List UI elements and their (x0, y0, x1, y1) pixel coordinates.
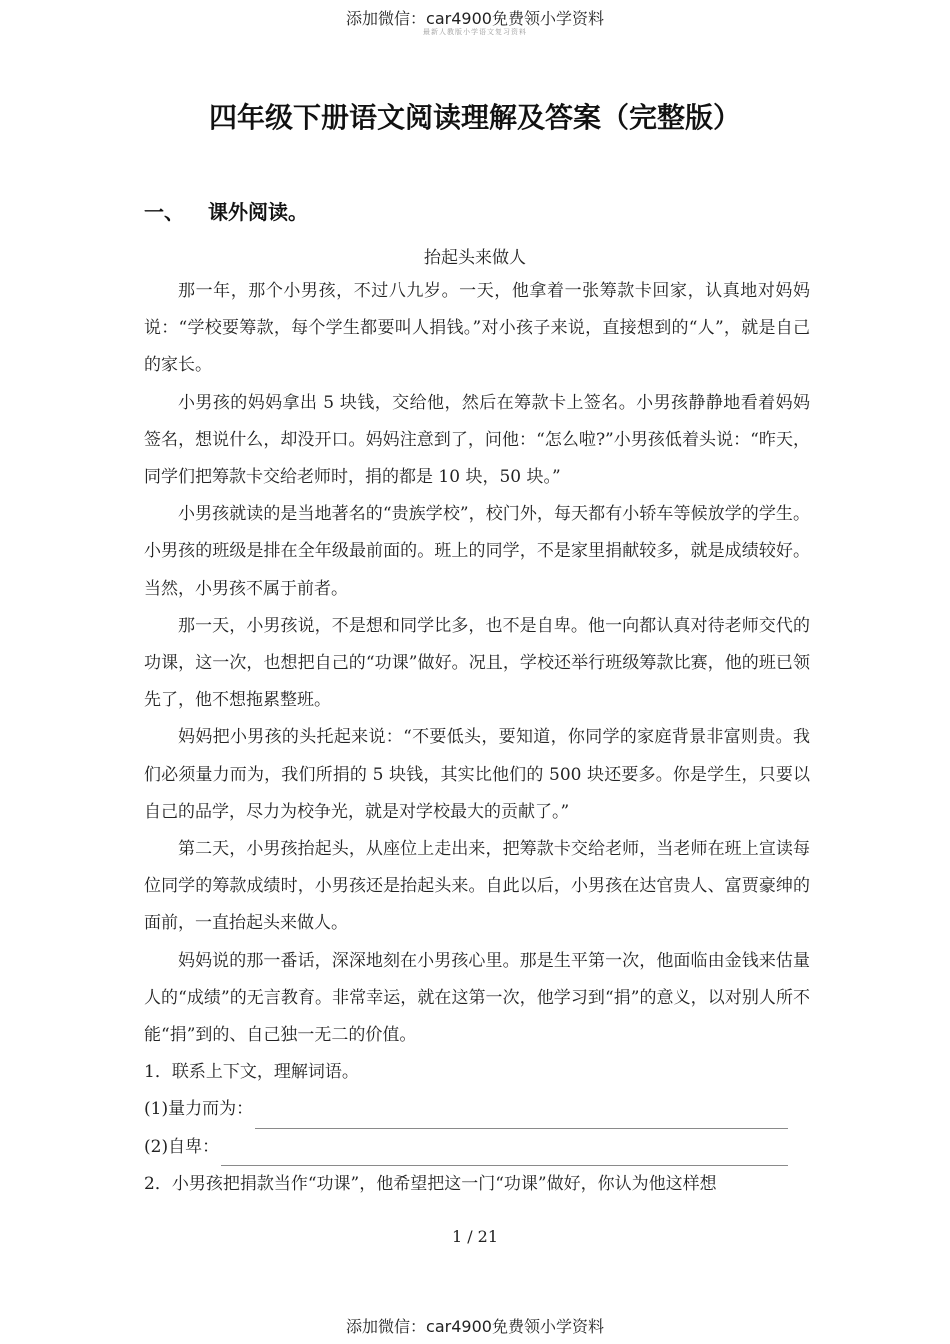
question-1b (144, 1129, 810, 1166)
document-title: 四年级下册语文阅读理解及答案（完整版） (208, 101, 741, 134)
paragraph-6: 第二天，小男孩抬起头，从座位上走出来，把筹款卡交给老师，当老师在班上宣读每位同学的筹款成绩时，小男孩还是抬起头来。自此以后，小男孩在达官贵人、富贾豪绅的面前，一直抬起头来做人。 (144, 839, 810, 934)
question-1a-label: (1)量力而为： (144, 1099, 254, 1120)
watermark-top: 添加微信：car4900免费领小学资料 (346, 9, 604, 28)
answer-blank-1a[interactable] (255, 1102, 788, 1129)
section-heading-text: 课外阅读。 (208, 200, 308, 224)
question-1a (144, 1091, 810, 1128)
question-1b-label: (2)自卑： (144, 1136, 220, 1157)
paragraph-2: 小男孩的妈妈拿出 5 块钱，交给他，然后在筹款卡上签名。小男孩静静地看着妈妈签名，想说什么，却没开口。妈妈注意到了，问他：“怎么啦?”小男孩低着头说：“昨天，同学们把筹款卡交给老师时，捐的都是 10 块，50 块。” (144, 392, 810, 488)
page-number: 1 / 21 (451, 1227, 499, 1246)
article-body (144, 273, 810, 1203)
article-title: 抬起头来做人 (424, 248, 526, 268)
question-1: 1．联系上下文，理解词语。 (144, 1062, 359, 1083)
paragraph-1: 那一年，那个小男孩，不过八九岁。一天，他拿着一张筹款卡回家，认真地对妈妈说：“学校要筹款，每个学生都要叫人捐钱。”对小孩子来说，直接想到的“人”，就是自己的家长。 (144, 281, 810, 376)
paragraph-4: 那一天，小男孩说，不是想和同学比多，也不是自卑。他一向都认真对待老师交代的功课，这一次，也想把自己的“功课”做好。况且，学校还举行班级筹款比赛，他的班已领先了，他不想拖累整班。 (144, 615, 810, 711)
watermark-bottom: 添加微信：car4900免费领小学资料 (346, 1317, 604, 1336)
answer-blank-1b[interactable] (221, 1139, 788, 1166)
section-number: 一、 (144, 200, 184, 224)
paragraph-3: 小男孩就读的是当地著名的“贵族学校”，校门外，每天都有小轿车等候放学的学生。小男孩的班级是排在全年级最前面的。班上的同学，不是家里捐献较多，就是成绩较好。当然，小男孩不属于前者。 (144, 504, 810, 599)
header-note: 最新人教版小学语文复习资料 (423, 28, 527, 36)
question-2: 2．小男孩把捐款当作“功课”，他希望把这一门“功课”做好，你认为他这样想 (144, 1173, 717, 1194)
paragraph-7: 妈妈说的那一番话，深深地刻在小男孩心里。那是生平第一次，他面临由金钱来估量人的“成绩”的无言教育。非常幸运，就在这第一次，他学习到“捐”的意义，以对别人所不能“捐”到的、自己独一无二的价值。 (144, 950, 810, 1046)
paragraph-5: 妈妈把小男孩的头托起来说：“不要低头，要知道，你同学的家庭背景非富则贵。我们必须量力而为，我们所捐的 5 块钱，其实比他们的 500 块还要多。你是学生，只要以自己的品学，尽力为校争光，就是对学校最大的贡献了。” (144, 727, 810, 822)
section-heading (144, 196, 308, 225)
